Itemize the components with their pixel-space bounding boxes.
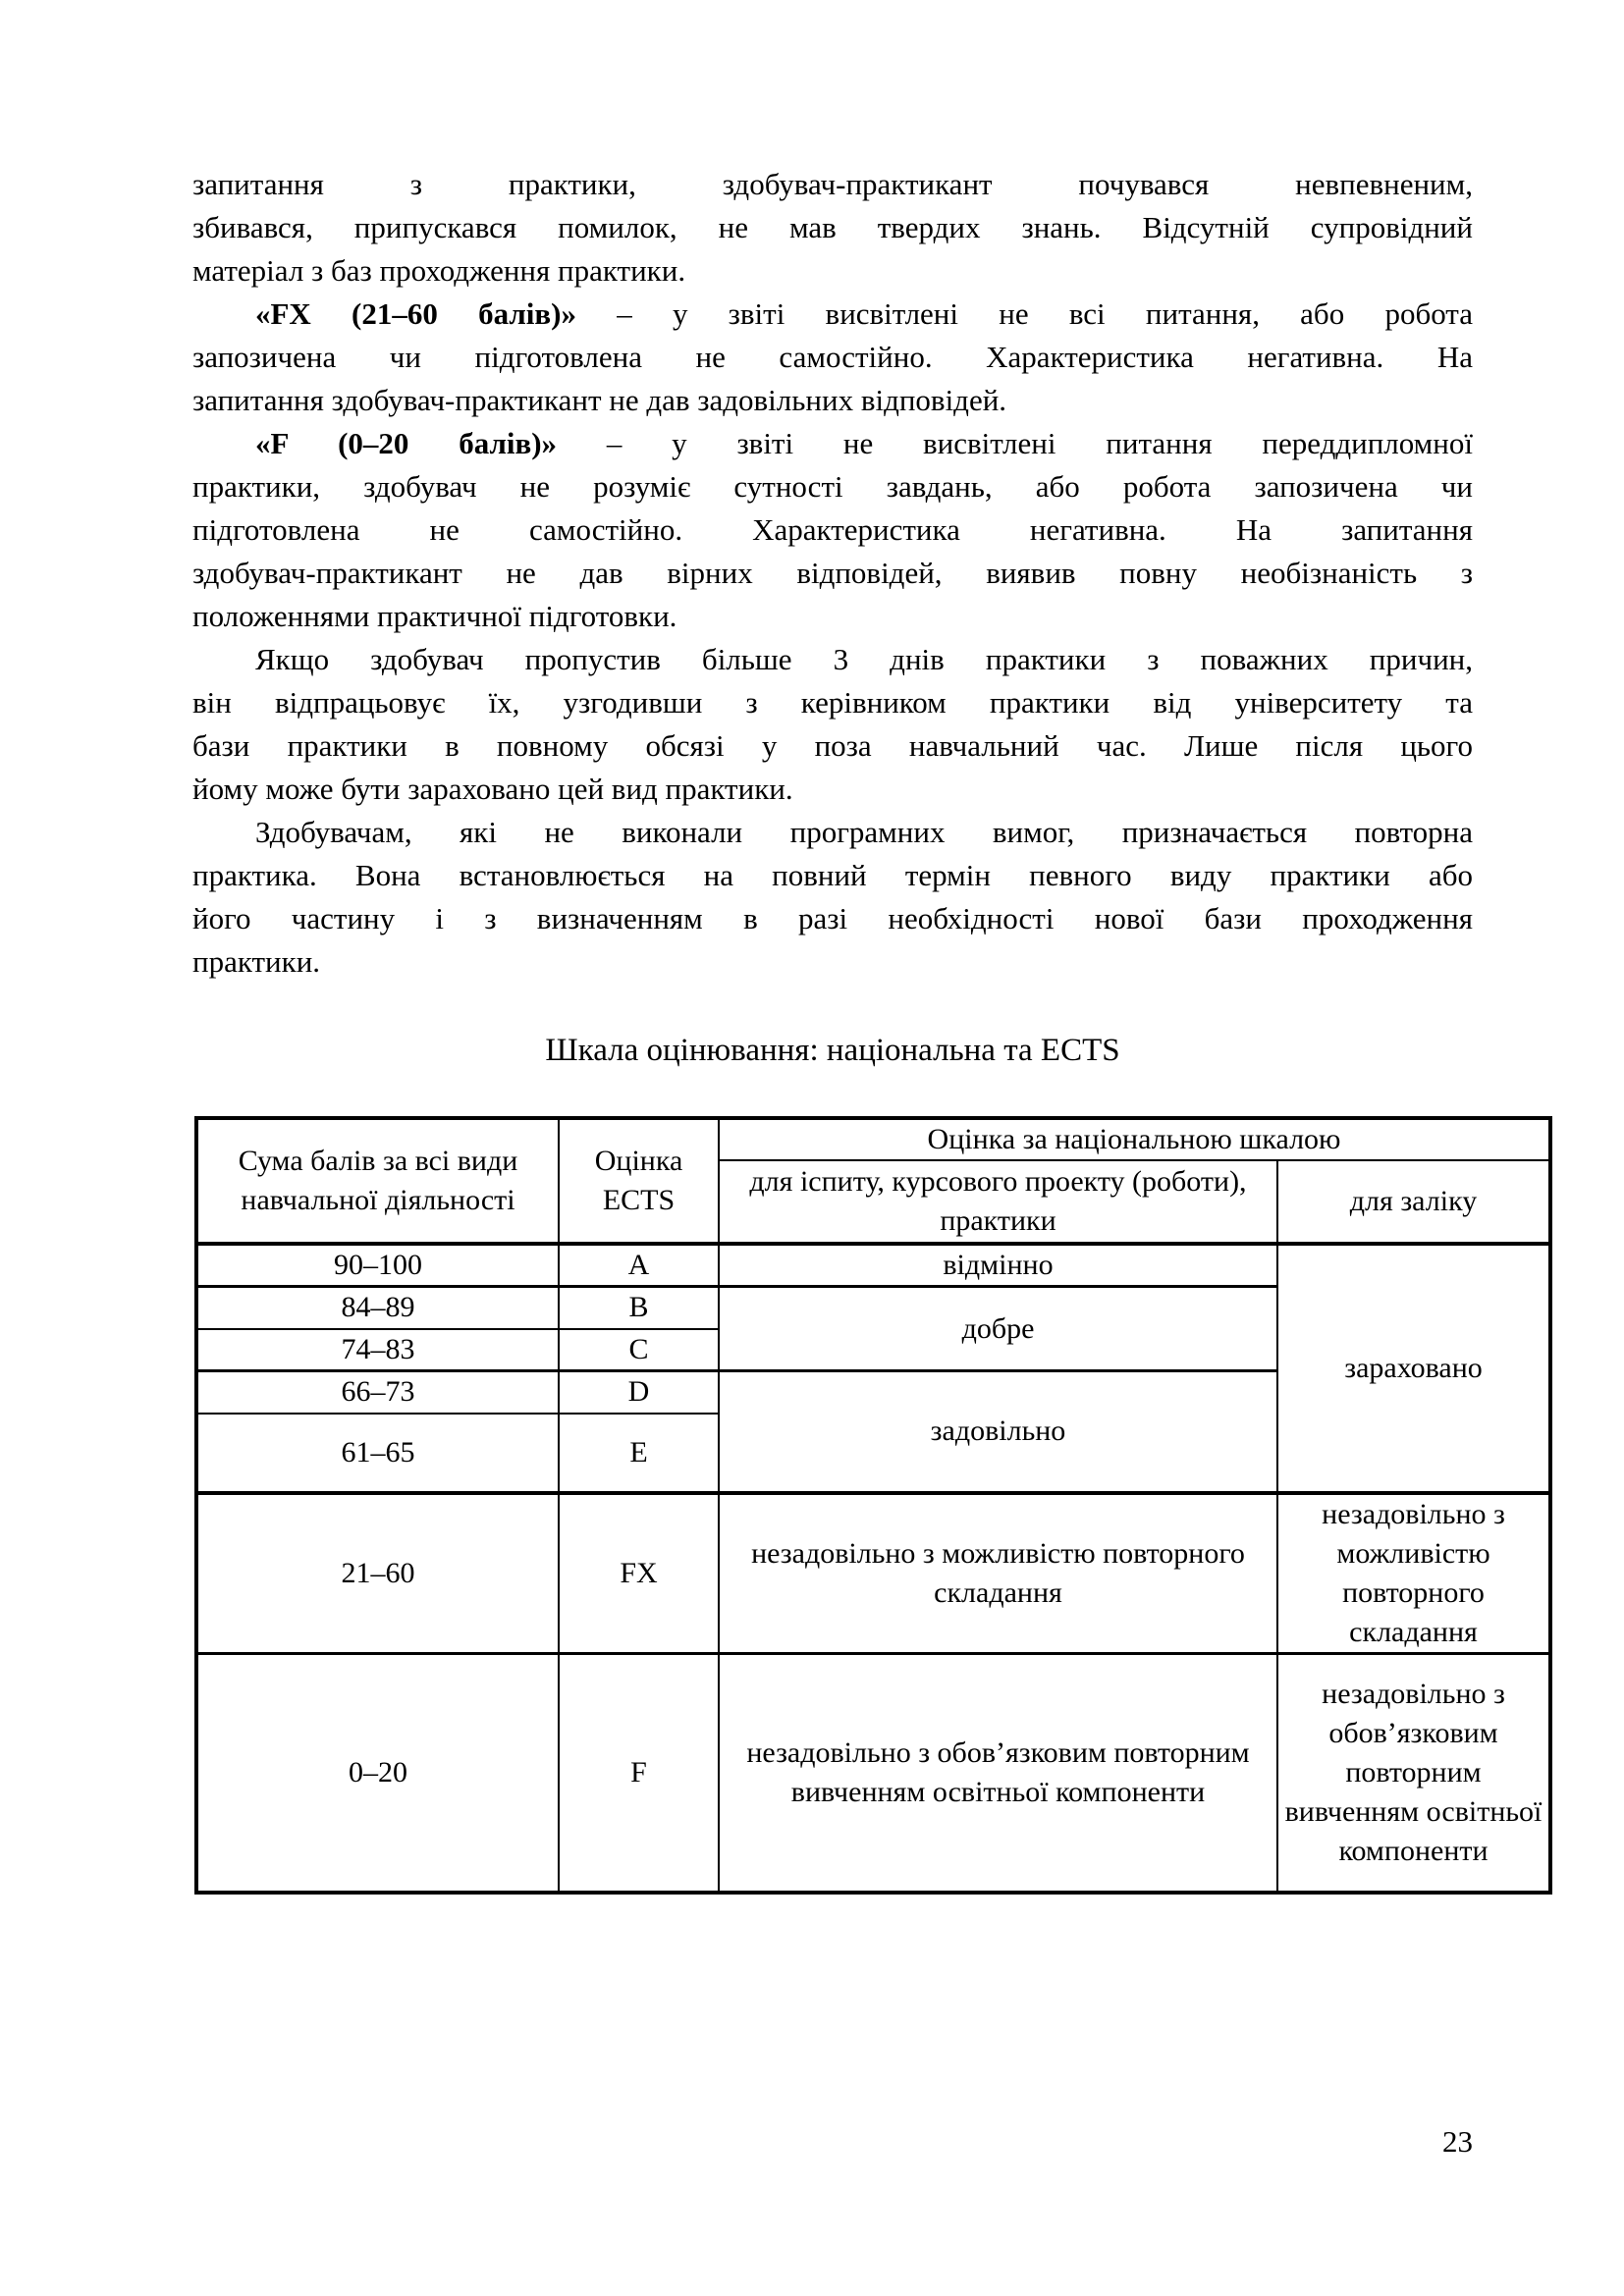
header-ects-cell: Оцінка ECTS — [559, 1118, 719, 1244]
text-line: Здобувачам, які не виконали програмних вимог, призначається повторна — [255, 815, 1473, 849]
ects-cell: D — [559, 1371, 719, 1414]
ects-cell: FX — [559, 1493, 719, 1654]
score-cell: 21–60 — [196, 1493, 559, 1654]
ects-cell: F — [559, 1653, 719, 1893]
text-line: практики, здобувач не розуміє сутності завдань, або робота запозичена чи — [192, 469, 1473, 504]
paragraph — [192, 293, 1473, 422]
text-line: запитання здобувач-практикант не дав задовільних відповідей. — [192, 383, 1007, 417]
text-line: практики. — [192, 944, 321, 979]
score-cell: 61–65 — [196, 1414, 559, 1493]
national-cell: незадовільно з можливістю повторного складання — [719, 1493, 1277, 1654]
national-cell: незадовільно з обов’язковим повторним вивченням освітньої компоненти — [719, 1653, 1277, 1893]
text-line: бази практики в повному обсязі у поза навчальний час. Лише після цього — [192, 728, 1473, 763]
ects-cell: A — [559, 1244, 719, 1287]
paragraph — [192, 811, 1473, 984]
text-line: положеннями практичної підготовки. — [192, 599, 677, 633]
text-line: запозичена чи підготовлена не самостійно. Характеристика негативна. На — [192, 340, 1473, 374]
ects-cell: C — [559, 1329, 719, 1371]
paragraph — [192, 163, 1473, 293]
credit-cell: зараховано — [1277, 1244, 1550, 1493]
national-cell: відмінно — [719, 1244, 1277, 1287]
text-line: «F (0–20 балів)» – у звіті не висвітлені питання переддипломної — [255, 426, 1473, 460]
text-line: його частину і з визначенням в разі необхідності нової бази проходження — [192, 901, 1473, 935]
text-line: запитання з практики, здобувач-практикант почувався невпевненим, — [192, 167, 1473, 201]
paragraph — [192, 422, 1473, 638]
header-exam-cell: для іспиту, курсового проекту (роботи), практики — [719, 1160, 1277, 1244]
text-line: практика. Вона встановлюється на повний термін певного виду практики або — [192, 858, 1473, 892]
table-header-row — [196, 1118, 1550, 1160]
score-cell: 84–89 — [196, 1287, 559, 1329]
text-line: Якщо здобувач пропустив більше 3 днів практики з поважних причин, — [255, 642, 1473, 676]
ects-cell: B — [559, 1287, 719, 1329]
score-cell: 0–20 — [196, 1653, 559, 1893]
header-sum-cell: Сума балів за всі види навчальної діяльності — [196, 1118, 559, 1244]
grading-table — [194, 1116, 1552, 1895]
credit-cell: незадовільно з можливістю повторного складання — [1277, 1493, 1550, 1654]
paragraph — [192, 638, 1473, 811]
header-national-cell: Оцінка за національною шкалою — [719, 1118, 1550, 1160]
table-row — [196, 1244, 1550, 1287]
text-line: матеріал з баз проходження практики. — [192, 253, 686, 288]
table-row — [196, 1493, 1550, 1654]
ects-cell: E — [559, 1414, 719, 1493]
score-cell: 74–83 — [196, 1329, 559, 1371]
page-number: 23 — [1442, 2124, 1473, 2159]
header-credit-cell: для заліку — [1277, 1160, 1550, 1244]
body-text — [192, 163, 1473, 984]
score-cell: 66–73 — [196, 1371, 559, 1414]
text-line: збивався, припускався помилок, не мав твердих знань. Відсутній супровідний — [192, 210, 1473, 244]
text-line: здобувач-практикант не дав вірних відповідей, виявив повну необізнаність з — [192, 556, 1473, 590]
table-title: Шкала оцінювання: національна та ECTS — [545, 1033, 1120, 1068]
national-cell: добре — [719, 1287, 1277, 1371]
text-line: підготовлена не самостійно. Характеристика негативна. На запитання — [192, 512, 1473, 547]
text-line: «FX (21–60 балів)» – у звіті висвітлені не всі питання, або робота — [255, 296, 1473, 331]
text-line: йому може бути зараховано цей вид практики. — [192, 772, 793, 806]
table-row — [196, 1653, 1550, 1893]
national-cell: задовільно — [719, 1371, 1277, 1493]
text-line: він відпрацьовує їх, узгодивши з керівником практики від університету та — [192, 685, 1473, 720]
credit-cell: незадовільно з обов’язковим повторним вивченням освітньої компоненти — [1277, 1653, 1550, 1893]
score-cell: 90–100 — [196, 1244, 559, 1287]
